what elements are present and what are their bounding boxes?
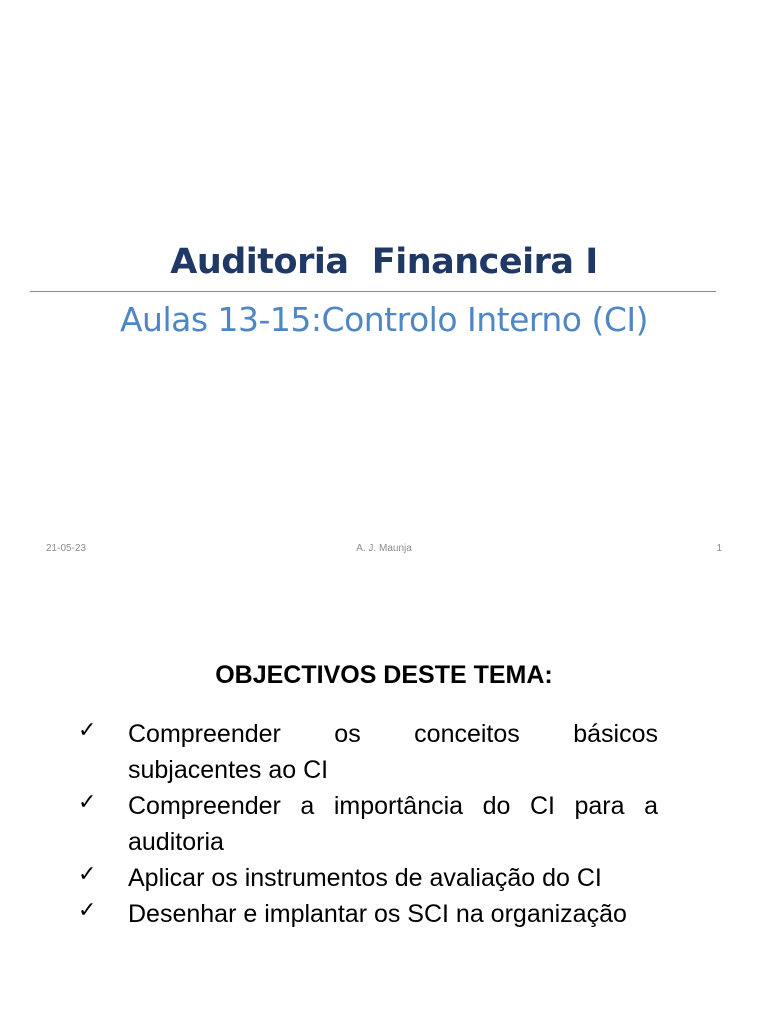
- objectives-heading: OBJECTIVOS DESTE TEMA:: [215, 661, 553, 689]
- objective-text: Aplicar os instrumentos de avaliação do CI: [128, 864, 602, 892]
- slide-2: [0, 576, 768, 1024]
- list-item: [78, 788, 658, 860]
- footer-page-number: 1: [716, 543, 722, 554]
- check-icon: ✓: [78, 718, 97, 743]
- objectives-list: [78, 716, 658, 932]
- check-icon: ✓: [78, 790, 97, 815]
- footer-author: A. J. Maunja: [356, 543, 412, 554]
- list-item: [78, 716, 658, 788]
- title-divider: [30, 291, 716, 292]
- slide-title: Auditoria Financeira I: [170, 242, 598, 282]
- list-item: [78, 896, 658, 932]
- objective-text: Compreender os conceitos básicos subjacentes ao CI: [128, 720, 658, 784]
- list-item: [78, 860, 658, 896]
- check-icon: ✓: [78, 898, 97, 923]
- slide-subtitle: Aulas 13-15:Controlo Interno (CI): [119, 300, 649, 339]
- footer-date: 21-05-23: [46, 543, 87, 554]
- objective-text: Desenhar e implantar os SCI na organização: [128, 900, 627, 928]
- check-icon: ✓: [78, 862, 97, 887]
- objective-text: Compreender a importância do CI para a auditoria: [128, 792, 658, 856]
